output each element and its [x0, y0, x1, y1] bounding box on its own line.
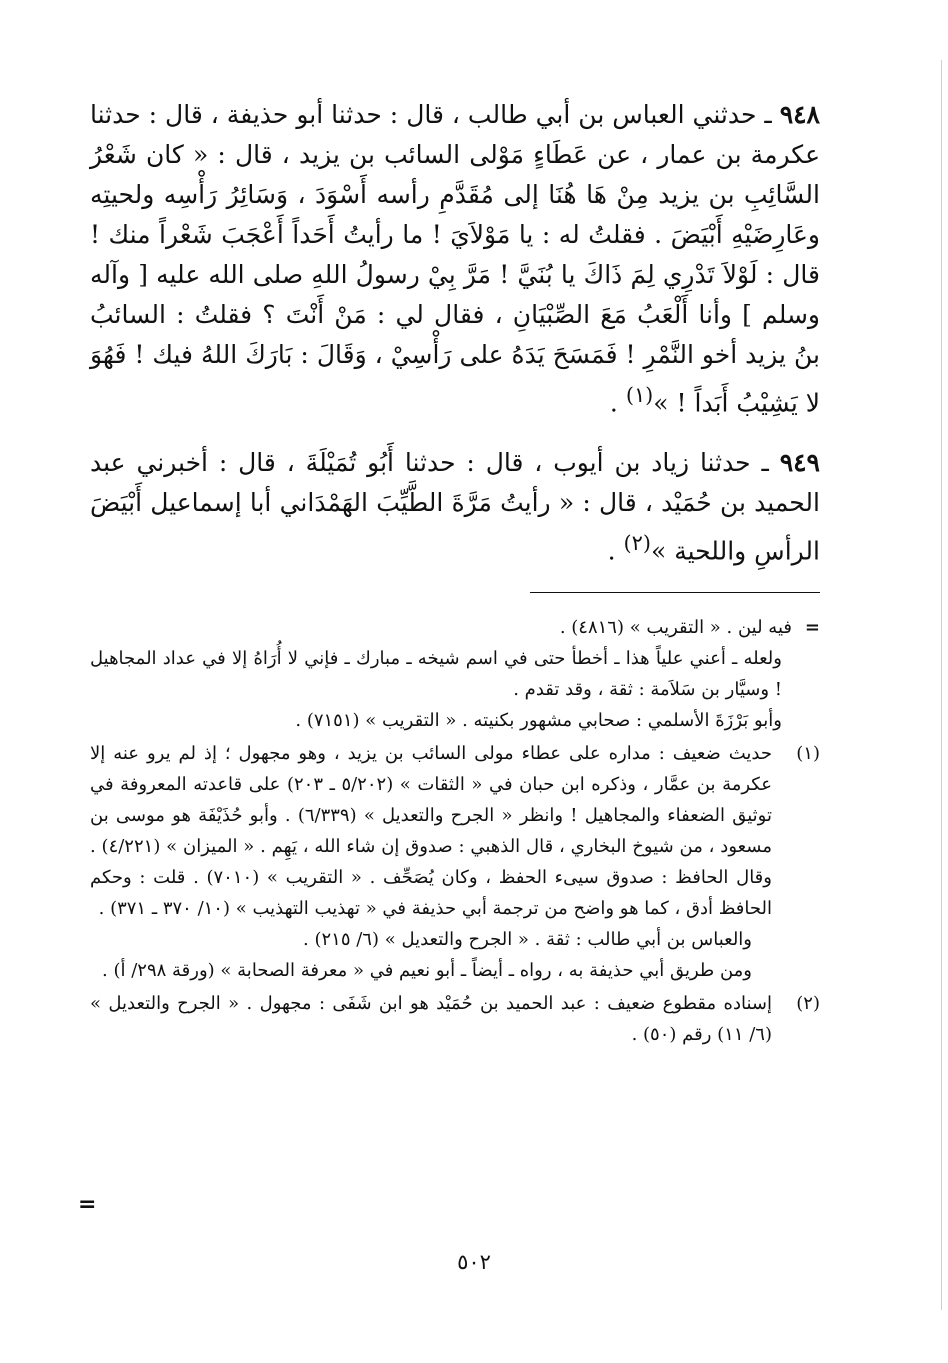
- footnote-paragraph: ومن طريق أبي حذيفة به ، رواه ـ أيضاً ـ أبو نعيم في « معرفة الصحابة » (ورقة ٢٩٨/ أ) .: [102, 959, 752, 981]
- hadith-number: ٩٤٩: [779, 448, 820, 478]
- footnote-paragraph: حديث ضعيف : مداره على عطاء مولى السائب بن يزيد ، وهو مجهول ؛ إذ لم يرو عنه إلا عكرمة بن عمَّار ، وذكره ابن حبان في « الثقات » (٥/٢٠٢ ـ ٢٠٣) على قاعدته المعروفة في توثيق الضعفاء والمجاهيل ! وانظر « الجرح والتعديل » (٦/٣٣٩) . وأبو حُذَيْفَة هو موسى بن مسعود ، من شيوخ البخاري ، قال الذهبي : صدوق إن شاء الله ، يَهِم . « الميزان » (٤/٢٢١) . وقال الحافظ : صدوق سيىء الحفظ ، وكان يُصَحِّف . « التقريب » (٧٠١٠) . قلت : وحكم الحافظ أدق ، كما هو واضح من ترجمة أبي حذيفة في « تهذيب التهذيب » (١٠/ ٣٧٠ ـ ٣٧١) .: [90, 742, 773, 919]
- footnote-marker: (١): [796, 742, 820, 764]
- footnote-paragraph: إسناده مقطوع ضعيف : عبد الحميد بن حُمَيْد هو ابن شَفَى : مجهول . « الجرح والتعديل » (٦/ ١١) رقم (٥٠) .: [90, 992, 772, 1045]
- hadith-end: .: [609, 388, 626, 418]
- footnote-ref: (١): [625, 383, 654, 407]
- footnote-divider: [530, 592, 820, 593]
- footnote-body: [90, 738, 772, 986]
- hadith-949: [90, 443, 820, 571]
- footnote-1: [90, 738, 820, 986]
- footnote-paragraph: والعباس بن أبي طالب : ثقة . « الجرح والتعديل » (٦/ ٢١٥) .: [303, 928, 752, 950]
- page-number: ٥٠٢: [457, 1250, 491, 1274]
- footnote-divider-row: [90, 588, 820, 612]
- hadith-number: ٩٤٨: [779, 100, 820, 129]
- hadith-end: .: [607, 536, 624, 566]
- footnote-ref: (٢): [623, 531, 651, 556]
- footnote-continuation: [90, 612, 820, 643]
- hadith-text: ـ حدثنا زياد بن أيوب ، قال : حدثنا أَبُو تُمَيْلَةَ ، قال : أخبرني عبد الحميد بن حُمَيْد ، قال : « رأيتُ مَرَّةَ الطَّيِّبَ الهَمْدَاني أبا إسماعيل أَبْيَضَ الرأسِ واللحية »: [90, 448, 820, 566]
- footnote-marker: (٢): [796, 992, 820, 1014]
- footnote-2: [90, 988, 820, 1050]
- hadith-948: [90, 95, 820, 423]
- footnote-line: وأبو بَرْزَةَ الأسلمي : صحابي مشهور بكنيته . « التقريب » (٧١٥١) .: [295, 709, 782, 731]
- footnotes: [90, 612, 820, 1050]
- footnote-body: [90, 988, 772, 1050]
- footnote-line: فيه لين . « التقريب » (٤٨١٦) .: [559, 616, 792, 638]
- book-page: [90, 95, 820, 1050]
- scan-edge-line: [941, 60, 942, 1310]
- hadith-text: ـ حدثني العباس بن أبي طالب ، قال : حدثنا أبو حذيفة ، قال : حدثنا عكرمة بن عمار ، عن عَطَاءٍ مَوْلى السائب بن يزيد ، قال : « كان شَعْرُ السَّائِبِ بن يزيد مِنْ هَا هُنَا إلى مُقَدَّمِ رأسه أَسْوَدَ ، وَسَائِرُ رَأْسِه ولحيتِه وعَارِضَيْهِ أَبْيَضَ . فقلتُ له : يا مَوْلاَيَ ! ما رأيتُ أَحَداً أَعْجَبَ شَعْراً منك ! قال : لَوْلاَ تَدْرِي لِمَ ذَاكَ يا بُنَيَّ ! مَرَّ بِيْ رسولُ اللهِ صلى الله عليه [ وآله وسلم ] وأنا أَلْعَبُ مَعَ الصِّبْيَانِ ، فقال لي : مَنْ أَنْتَ ؟ فقلتُ : السائبُ بنُ يزيد أخو النَّمْرِ ! فَمَسَحَ يَدَهُ على رَأْسِيْ ، وَقَالَ : بَارَكَ اللهُ فيك ! فَهُوَ لا يَشِيْبُ أَبَداً ! »: [90, 100, 820, 418]
- footnote-line: ولعله ـ أعني علياً هذا ـ أخطأ حتى في اسم شيخه ـ مبارك ـ فإني لا أُرَاهُ إلا في عداد المجاهيل ! وسيَّار بن سَلاَمة : ثقة ، وقد تقدم .: [90, 647, 782, 700]
- continued-mark: =: [78, 1192, 97, 1217]
- continuation-mark: =: [804, 616, 820, 638]
